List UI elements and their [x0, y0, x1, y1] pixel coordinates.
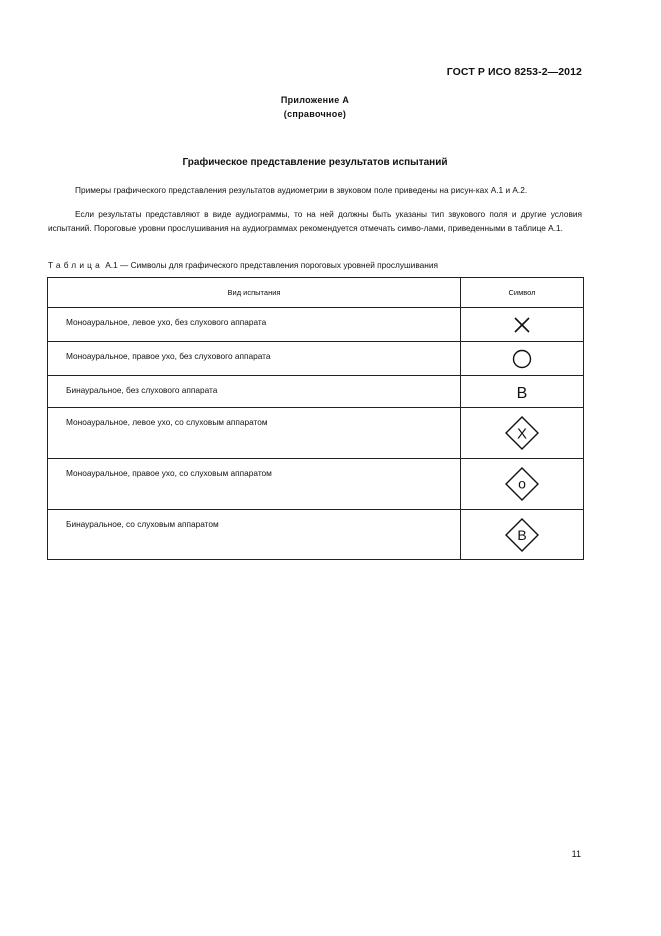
header-symbol: Символ: [461, 278, 584, 308]
paragraph-1: [48, 184, 582, 198]
table-row: [48, 408, 584, 459]
diamond-circle-text: o: [518, 475, 526, 492]
diamond-b-text: B: [517, 526, 527, 543]
row-description: Моноауральное, левое ухо, без слухового аппарата: [48, 308, 461, 342]
standard-code: ГОСТ Р ИСО 8253-2—2012: [446, 66, 582, 78]
table-caption-text: А.1 — Символы для графического представления пороговых уровней прослушивания: [105, 260, 438, 270]
row-symbol: [461, 408, 584, 459]
paragraph-2-text: Если результаты представляют в виде аудиограммы, то на ней должны быть указаны тип звукового поля и другие условия испытаний. Пороговые уровни прослушивания на аудиограммах рекомендуется отмечать симво-лами, приведенными в таблице А.1.: [48, 209, 582, 233]
page-number: 11: [571, 849, 581, 859]
paragraph-2: [48, 208, 582, 235]
circle-icon: [511, 348, 533, 370]
row-symbol: [461, 510, 584, 560]
diamond-cross-text: X: [516, 425, 528, 443]
table-caption: [48, 260, 438, 270]
letter-b-text: B: [516, 384, 528, 402]
appendix-kind: (справочное): [283, 109, 347, 119]
row-description: Моноауральное, правое ухо, без слухового аппарата: [48, 342, 461, 376]
row-symbol: [461, 459, 584, 510]
table-row: [48, 459, 584, 510]
table-caption-prefix: Таблица: [48, 260, 103, 270]
symbols-table: [47, 277, 584, 560]
table-row: [48, 308, 584, 342]
diamond-circle-icon: [504, 466, 540, 502]
header-test-type: Вид испытания: [48, 278, 461, 308]
row-description: Бинауральное, со слуховым аппаратом: [48, 510, 461, 560]
diamond-cross-icon: [504, 415, 540, 451]
paragraph-1-text: Примеры графического представления результатов аудиометрии в звуковом поле приведены на рисун-ках А.1 и А.2.: [75, 185, 528, 195]
row-description: Моноауральное, левое ухо, со слуховым аппаратом: [48, 408, 461, 459]
row-description: Моноауральное, правое ухо, со слуховым аппаратом: [48, 459, 461, 510]
table-row: [48, 510, 584, 560]
row-symbol: [461, 376, 584, 408]
letter-b-icon: [511, 381, 533, 403]
row-symbol: [461, 342, 584, 376]
row-description: Бинауральное, без слухового аппарата: [48, 376, 461, 408]
cross-icon: [512, 315, 532, 335]
table-row: [48, 342, 584, 376]
table-header-row: [48, 278, 584, 308]
table-row: [48, 376, 584, 408]
section-title: Графическое представление результатов испытаний: [182, 157, 448, 168]
appendix-title: Приложение А: [280, 95, 350, 105]
row-symbol: [461, 308, 584, 342]
diamond-b-icon: [504, 517, 540, 553]
